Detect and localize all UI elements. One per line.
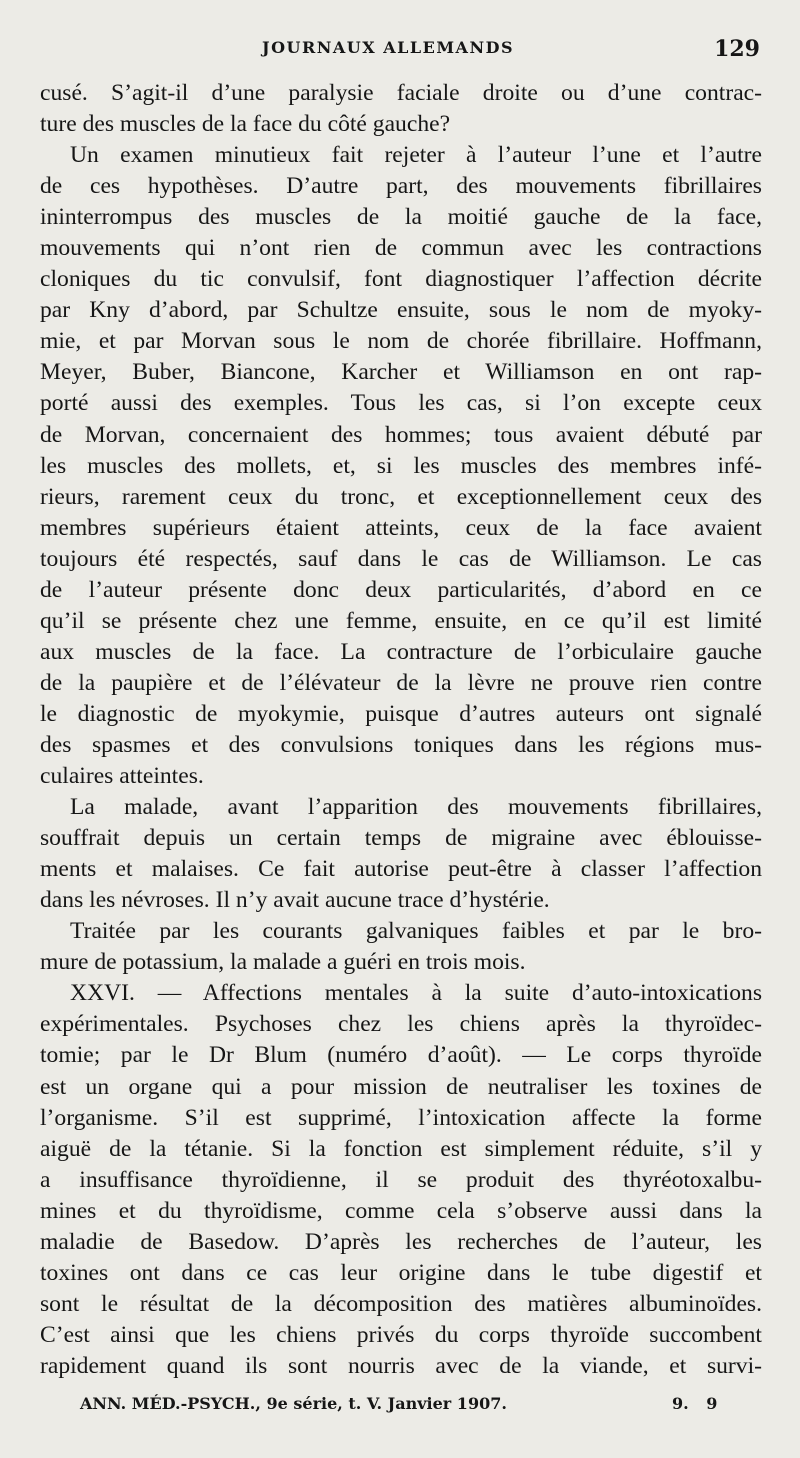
text-line: Traitée par les courants galvaniques faibles et par le bro- <box>70 918 762 945</box>
text-line: mouvements qui n’ont rien de commun avec les contractions <box>40 235 762 262</box>
text-line: Meyer, Buber, Biancone, Karcher et Williamson en ont rap- <box>40 359 762 386</box>
text-line: de Morvan, concernaient des hommes; tous avaient débuté par <box>40 421 762 448</box>
text-line: tomie; par le Dr Blum (numéro d’août). — Le corps thyroïde <box>40 1042 762 1069</box>
running-title: JOURNAUX ALLEMANDS <box>262 38 515 57</box>
text-line: XXVI. — Affections mentales à la suite d’auto-intoxications <box>70 980 762 1007</box>
text-line: cloniques du tic convulsif, font diagnostiquer l’affection décrite <box>40 266 762 293</box>
text-line: porté aussi des exemples. Tous les cas, si l’on excepte ceux <box>40 390 762 417</box>
text-line: toujours été respectés, sauf dans le cas de Williamson. Le cas <box>40 545 762 572</box>
text-line: culaires atteintes. <box>40 763 204 790</box>
text-line: est un organe qui a pour mission de neutraliser les toxines de <box>40 1073 762 1100</box>
text-line: le diagnostic de myokymie, puisque d’autres auteurs ont signalé <box>40 700 762 727</box>
text-line: l’organisme. S’il est supprimé, l’intoxication affecte la forme <box>40 1104 762 1131</box>
text-line: membres supérieurs étaient atteints, ceux de la face avaient <box>40 514 762 541</box>
text-line: qu’il se présente chez une femme, ensuite, en ce qu’il est limité <box>40 607 762 634</box>
text-line: par Kny d’abord, par Schultze ensuite, sous le nom de myoky- <box>40 297 762 324</box>
text-line: a insuffisance thyroïdienne, il se produit des thyréotoxalbu- <box>40 1166 762 1193</box>
page-footer <box>0 1390 800 1420</box>
text-line: C’est ainsi que les chiens privés du corps thyroïde succombent <box>40 1321 762 1348</box>
text-line: expérimentales. Psychoses chez les chiens après la thyroïdec- <box>40 1011 762 1038</box>
page-number: 129 <box>714 36 760 62</box>
text-line: aiguë de la tétanie. Si la fonction est simplement réduite, s’il y <box>40 1135 762 1162</box>
footer-sheet-mark: 9. 9 <box>672 1394 718 1413</box>
text-line: dans les névroses. Il n’y avait aucune trace d’hystérie. <box>40 887 550 914</box>
text-line: maladie de Basedow. D’après les recherches de l’auteur, les <box>40 1228 762 1255</box>
text-line: cusé. S’agit-il d’une paralysie faciale droite ou d’une contrac- <box>40 80 762 106</box>
text-line: toxines ont dans ce cas leur origine dans le tube digestif et <box>40 1259 762 1286</box>
text-line: rieurs, rarement ceux du tronc, et exceptionnellement ceux des <box>40 483 762 510</box>
text-line: de la paupière et de l’élévateur de la lèvre ne prouve rien contre <box>40 669 762 696</box>
text-line: les muscles des mollets, et, si les muscles des membres infé- <box>40 452 762 479</box>
text-line: mure de potassium, la malade a guéri en trois mois. <box>40 949 526 976</box>
text-line: de ces hypothèses. D’autre part, des mouvements fibrillaires <box>40 173 762 200</box>
text-line: rapidement quand ils sont nourris avec de la viande, et survi- <box>40 1352 762 1379</box>
text-line: des spasmes et des convulsions toniques dans les régions mus- <box>40 731 762 758</box>
text-line: de l’auteur présente donc deux particularités, d’abord en ce <box>40 576 762 603</box>
body-text <box>40 78 762 1382</box>
text-line: souffrait depuis un certain temps de migraine avec éblouisse- <box>40 825 762 852</box>
text-line: ininterrompus des muscles de la moitié gauche de la face, <box>40 204 762 231</box>
text-line: ments et malaises. Ce fait autorise peut-être à classer l’affection <box>40 856 762 883</box>
footer-signature: ANN. MÉD.-PSYCH., 9e série, t. V. Janvier 1907. <box>80 1394 507 1413</box>
running-head <box>0 38 800 68</box>
text-line: ture des muscles de la face du côté gauche? <box>40 111 451 138</box>
text-line: mines et du thyroïdisme, comme cela s’observe aussi dans la <box>40 1197 762 1224</box>
text-line: Un examen minutieux fait rejeter à l’auteur l’une et l’autre <box>70 142 762 169</box>
text-line: mie, et par Morvan sous le nom de chorée fibrillaire. Hoffmann, <box>40 328 762 355</box>
text-line: La malade, avant l’apparition des mouvements fibrillaires, <box>70 794 762 821</box>
text-line: sont le résultat de la décomposition des matières albuminoïdes. <box>40 1290 762 1317</box>
text-line: aux muscles de la face. La contracture de l’orbiculaire gauche <box>40 638 762 665</box>
